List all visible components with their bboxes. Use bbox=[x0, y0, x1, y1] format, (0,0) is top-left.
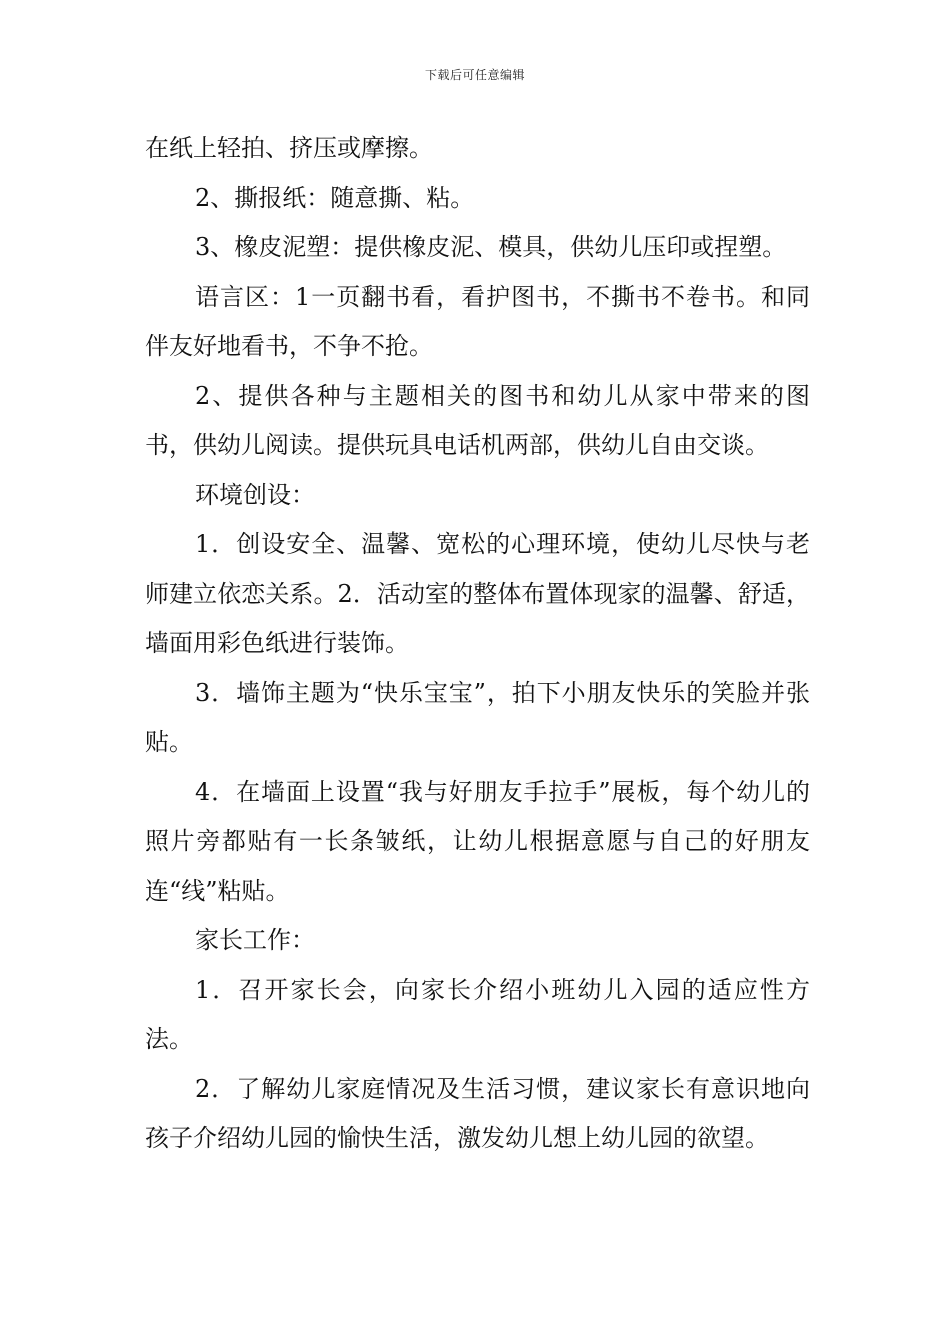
document-body bbox=[145, 124, 810, 1164]
section-heading: 环境创设： bbox=[195, 480, 315, 509]
paragraph: 1．创设安全、温馨、宽松的心理环境，使幼儿尽快与老师建立依恋关系。2．活动室的整体布置体现家的温馨、舒适，墙面用彩色纸进行装饰。 bbox=[145, 530, 810, 657]
paragraph: 2．了解幼儿家庭情况及生活习惯，建议家长有意识地向孩子介绍幼儿园的愉快生活，激发幼儿想上幼儿园的欲望。 bbox=[145, 1074, 810, 1152]
paragraph: 1．召开家长会，向家长介绍小班幼儿入园的适应性方法。 bbox=[145, 975, 810, 1053]
paragraph: 在纸上轻拍、挤压或摩擦。 bbox=[145, 134, 433, 162]
page-header-note: 下载后可任意编辑 bbox=[424, 68, 525, 82]
paragraph: 2、撕报纸：随意撕、粘。 bbox=[195, 183, 475, 212]
paragraph: 3．墙饰主题为“快乐宝宝”，拍下小朋友快乐的笑脸并张贴。 bbox=[145, 678, 810, 756]
paragraph: 语言区：1一页翻书看，看护图书，不撕书不卷书。和同伴友好地看书，不争不抢。 bbox=[145, 282, 810, 360]
section-heading: 家长工作： bbox=[195, 926, 315, 954]
paragraph: 4．在墙面上设置“我与好朋友手拉手”展板，每个幼儿的照片旁都贴有一长条皱纸，让幼儿根据意愿与自己的好朋友连“线”粘贴。 bbox=[145, 777, 810, 905]
paragraph: 2、提供各种与主题相关的图书和幼儿从家中带来的图书，供幼儿阅读。提供玩具电话机两部，供幼儿自由交谈。 bbox=[145, 381, 810, 459]
paragraph: 3、橡皮泥塑：提供橡皮泥、模具，供幼儿压印或捏塑。 bbox=[195, 233, 787, 261]
